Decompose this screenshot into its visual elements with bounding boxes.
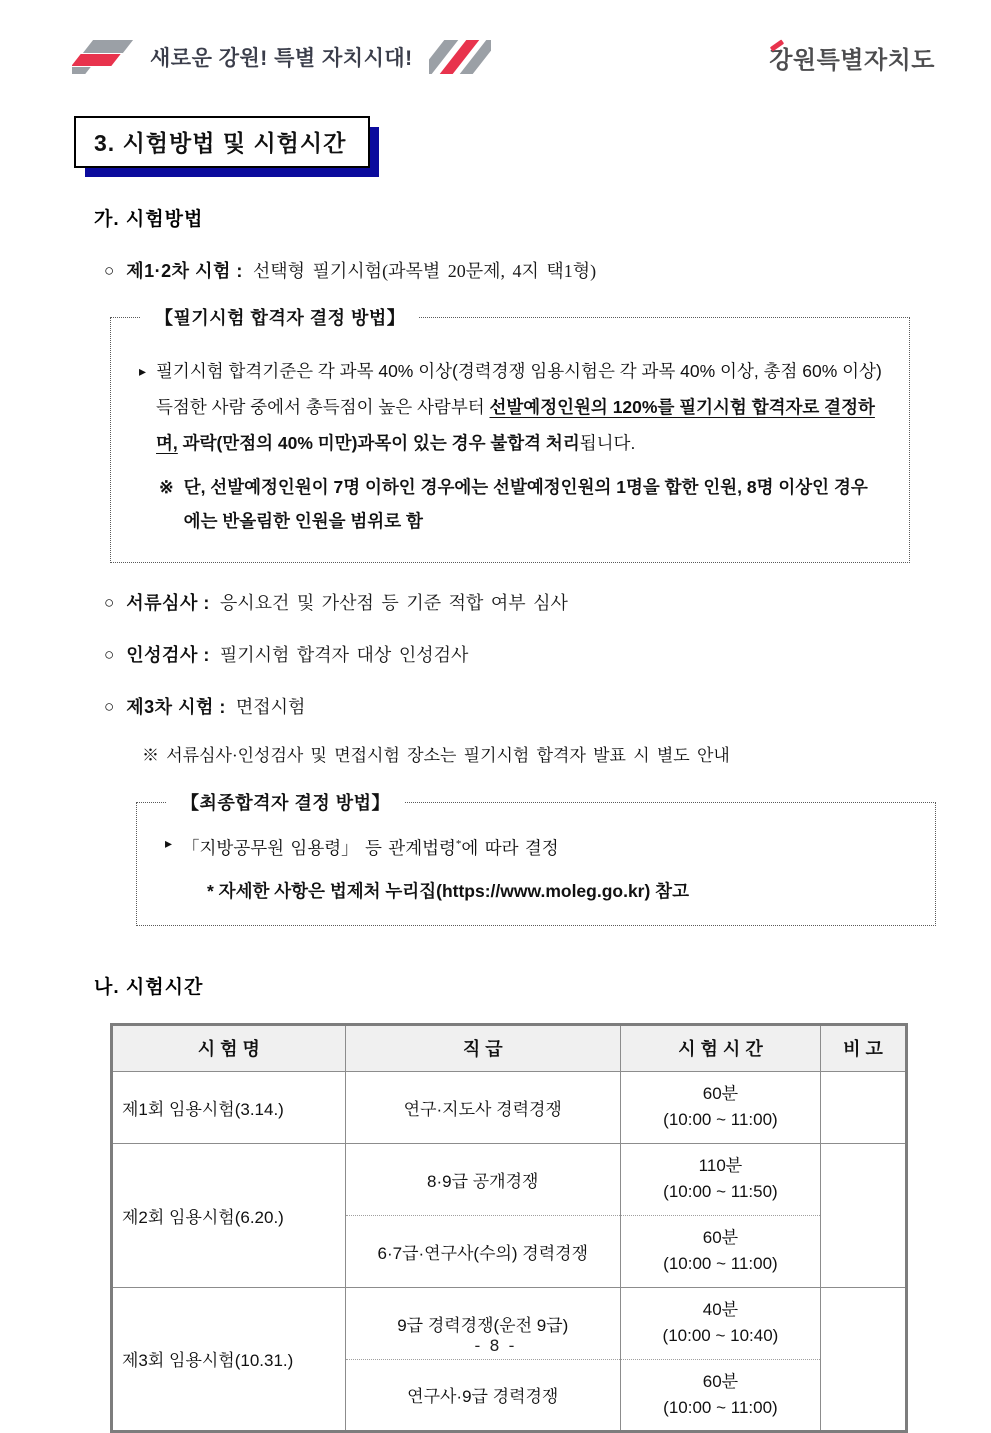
- grade-cell: 8·9급 공개경쟁: [345, 1143, 620, 1215]
- remark-cell: [821, 1071, 907, 1143]
- triangle-bullet-icon: ▸: [139, 363, 147, 379]
- org-logo: [769, 40, 935, 75]
- box-paragraph-text: [156, 354, 883, 462]
- grade-cell: 연구사·9급 경력경쟁: [345, 1359, 620, 1431]
- law-reference-text: [182, 835, 559, 860]
- time-cell: [620, 1143, 820, 1215]
- box-note-text: 단, 선발예정인원이 7명 이하인 경우에는 선발예정인원의 1명을 합한 인원, 8명 이상인 경우에는 반올림한 인원을 범위로 함: [183, 476, 868, 531]
- time-window: (10:00 ~ 10:40): [662, 1326, 779, 1346]
- exam-name-cell: 제2회 임용시험(6.20.): [112, 1143, 346, 1287]
- p1-normal: 필기시험 합격기준은 각 과목 40% 이상(경력경쟁 임용시험은 각 과목 40% 이상, 총점 60% 이상) 득점한 사람 중에서 총득점이 높은 사람부터: [156, 361, 882, 417]
- section-title-box: [74, 116, 370, 168]
- circle-bullet-icon: ○: [104, 696, 115, 716]
- table-row: [112, 1143, 907, 1215]
- grade-cell: 연구·지도사 경력경쟁: [345, 1071, 620, 1143]
- subsection-heading-b: 나. 시험시간: [94, 976, 204, 998]
- exam-name-cell: 제1회 임용시험(3.14.): [112, 1071, 346, 1143]
- exam-time-table: [110, 1023, 908, 1433]
- slogan-right-stripes-icon: [429, 40, 491, 74]
- list-item-label: 제1·2차 시험 :: [126, 261, 243, 281]
- section-exam-time: [72, 972, 935, 1433]
- table-row: [112, 1071, 907, 1143]
- time-window: (10:00 ~ 11:00): [663, 1254, 778, 1274]
- law-text-pre: 「지방공무원 임용령」 등 관계법령: [182, 837, 456, 858]
- list-item-personality-test: [104, 641, 935, 667]
- time-window: (10:00 ~ 11:00): [663, 1397, 778, 1417]
- triangle-bullet-icon: ▸: [165, 834, 173, 851]
- section-exam-method: [72, 204, 935, 926]
- col-header-exam-name: 시 험 명: [112, 1024, 346, 1071]
- col-header-exam-time: 시 험 시 간: [620, 1024, 820, 1071]
- org-logo-text: 강원특별자치도: [769, 47, 935, 74]
- p1-bold-underline: 선발예정인원의 120%를 필기시험 합격자로 결정하며,: [156, 396, 875, 453]
- list-item-label: 인성검사 :: [126, 644, 210, 665]
- duration: 60분: [702, 1084, 739, 1104]
- list-item-label: 서류심사 :: [126, 592, 210, 613]
- grade-cell: 6·7급·연구사(수의) 경력경쟁: [345, 1215, 620, 1287]
- final-pass-box: [136, 792, 936, 926]
- time-window: (10:00 ~ 11:00): [663, 1110, 778, 1130]
- circle-bullet-icon: ○: [104, 261, 115, 280]
- slogan-banner: [72, 40, 491, 74]
- list-item-document-screening: [104, 589, 935, 615]
- location-note: [142, 741, 935, 766]
- box-title: 【최종합격자 결정 방법】: [167, 789, 404, 815]
- slogan-text: 새로운 강원! 특별 자치시대!: [150, 47, 413, 70]
- exam-name-cell: 제3회 임용시험(10.31.): [112, 1287, 346, 1431]
- list-item-label: 제3차 시험 :: [126, 696, 226, 717]
- col-header-remark: 비 고: [821, 1024, 907, 1071]
- box-title: 【필기시험 합격자 결정 방법】: [141, 304, 419, 330]
- law-footnote: * 자세한 사항은 법제처 누리집(https://www.moleg.go.kr) 참고: [207, 880, 689, 901]
- box-paragraph: [161, 835, 909, 860]
- remark-cell: [821, 1143, 907, 1287]
- time-cell: [620, 1071, 820, 1143]
- box-note: [135, 470, 883, 538]
- time-cell: [620, 1215, 820, 1287]
- p1-normal-end: 됩니다.: [579, 432, 636, 453]
- list-item-exam-1-2: [104, 257, 935, 283]
- page-number: - 8 -: [474, 1336, 517, 1355]
- list-item-text: 응시요건 및 가산점 등 기준 적합 여부 심사: [219, 592, 568, 613]
- circle-bullet-icon: ○: [104, 644, 115, 664]
- slogan-left-stripes-icon: [72, 40, 134, 74]
- written-exam-pass-box: [110, 308, 910, 563]
- duration: 60분: [702, 1228, 739, 1248]
- law-text-post: 에 따라 결정: [461, 837, 559, 858]
- page-header: [72, 40, 935, 92]
- time-cell: [620, 1359, 820, 1431]
- duration: 60분: [702, 1371, 739, 1391]
- reference-mark-icon: ※: [142, 745, 159, 765]
- col-header-grade: 직 급: [345, 1024, 620, 1071]
- list-item-exam-3: [104, 693, 935, 719]
- grade-cell: 9급 경력경쟁(운전 9급): [345, 1287, 620, 1359]
- duration: 40분: [702, 1300, 739, 1320]
- box-paragraph: [135, 354, 883, 462]
- section-title: 3. 시험방법 및 시험시간: [94, 130, 347, 156]
- table-header-row: [112, 1024, 907, 1071]
- list-item-text: 선택형 필기시험(과목별 20문제, 4지 택1형): [252, 261, 597, 281]
- reference-mark-icon: ※: [159, 476, 174, 497]
- time-window: (10:00 ~ 11:50): [663, 1182, 778, 1202]
- remark-cell: [821, 1287, 907, 1431]
- list-item-text: 필기시험 합격자 대상 인성검사: [219, 644, 469, 665]
- asterisk-superscript: *: [455, 838, 462, 851]
- subsection-heading-a: 가. 시험방법: [94, 209, 204, 230]
- location-note-text: 서류심사·인성검사 및 면접시험 장소는 필기시험 합격자 발표 시 별도 안내: [166, 745, 730, 765]
- p1-bold: 과락(만점의 40% 미만)과목이 있는 경우 불합격 처리: [177, 432, 580, 453]
- list-item-text: 면접시험: [235, 696, 306, 717]
- duration: 110분: [698, 1156, 743, 1176]
- circle-bullet-icon: ○: [104, 592, 115, 612]
